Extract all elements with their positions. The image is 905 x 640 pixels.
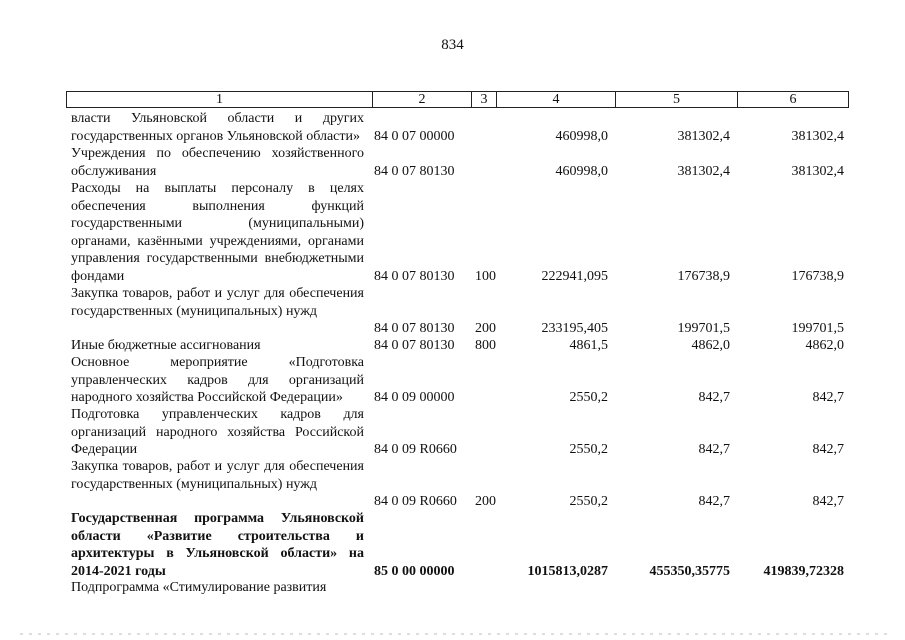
row-vr: 200 [475,321,496,336]
row-value-6: 842,7 [812,390,844,405]
header-col-6: 6 [737,92,848,107]
row-description: Основное мероприятие «Подготовка управленческих кадров для организаций народного хозяйства Российской Федерации» [71,355,364,406]
header-col-4: 4 [496,92,615,107]
row-description: Учреждения по обеспечению хозяйственного обслуживания [71,146,364,179]
row-value-6: 381302,4 [791,128,844,144]
header-col-2: 2 [372,92,471,107]
row-description: Подготовка управленческих кадров для организаций народного хозяйства Российской Федерации [71,407,364,458]
row-value-5: 381302,4 [677,128,730,144]
page-number: 834 [441,37,464,53]
row-value-5: 199701,5 [677,321,730,336]
table-header [66,91,849,108]
row-code: 85 0 00 00000 [374,563,455,579]
row-value-5: 842,7 [698,442,730,457]
row-value-6: 176738,9 [791,269,844,284]
row-code: 84 0 07 80130 [374,269,455,284]
row-code: 84 0 07 80130 [374,163,455,179]
row-description: Иные бюджетные ассигнования [71,338,261,353]
row-value-4: 4861,5 [569,338,608,353]
row-value-6: 199701,5 [791,321,844,336]
header-col-5: 5 [615,92,737,107]
row-value-5: 842,7 [698,390,730,405]
row-value-6: 381302,4 [791,163,844,179]
header-col-1: 1 [216,92,223,107]
row-value-4: 2550,2 [569,494,608,509]
header-col-3: 3 [471,92,496,107]
row-description: власти Ульяновской области и других государственных органов Ульяновской области» [71,111,364,144]
row-value-5: 176738,9 [677,269,730,284]
row-value-5: 381302,4 [677,163,730,179]
row-description: Подпрограмма «Стимулирование развития [71,580,327,595]
row-code: 84 0 09 R0660 [374,442,457,457]
row-value-4: 2550,2 [569,442,608,457]
row-code: 84 0 09 00000 [374,390,455,405]
row-description: Закупка товаров, работ и услуг для обеспечения государственных (муниципальных) нужд [71,286,364,319]
row-value-5: 4862,0 [691,338,730,353]
row-code: 84 0 09 R0660 [374,494,457,509]
row-value-4: 222941,095 [541,269,608,284]
row-value-4: 2550,2 [569,390,608,405]
row-value-5: 455350,35775 [649,563,730,579]
row-value-5: 842,7 [698,494,730,509]
row-value-6: 842,7 [812,442,844,457]
row-value-4: 1015813,0287 [527,563,608,579]
row-vr: 100 [475,269,496,284]
row-value-4: 233195,405 [541,321,608,336]
row-value-4: 460998,0 [555,163,608,179]
row-value-4: 460998,0 [555,128,608,144]
row-code: 84 0 07 80130 [374,321,455,336]
row-code: 84 0 07 80130 [374,338,455,353]
row-value-6: 4862,0 [805,338,844,353]
row-vr: 800 [475,338,496,353]
row-vr: 200 [475,494,496,509]
row-value-6: 419839,72328 [763,563,844,579]
scan-artifact-strip [20,633,890,635]
row-description: Расходы на выплаты персоналу в целях обеспечения выполнения функций государственными (муниципальными) органами, казёнными учреждениями, органами управления государственными внебюджетными фондами [71,181,364,284]
row-code: 84 0 07 00000 [374,128,455,144]
row-description: Государственная программа Ульяновской области «Развитие строительства и архитектуры в Ульяновской области» на 2014-2021 годы [71,511,364,579]
row-description: Закупка товаров, работ и услуг для обеспечения государственных (муниципальных) нужд [71,459,364,492]
row-value-6: 842,7 [812,494,844,509]
